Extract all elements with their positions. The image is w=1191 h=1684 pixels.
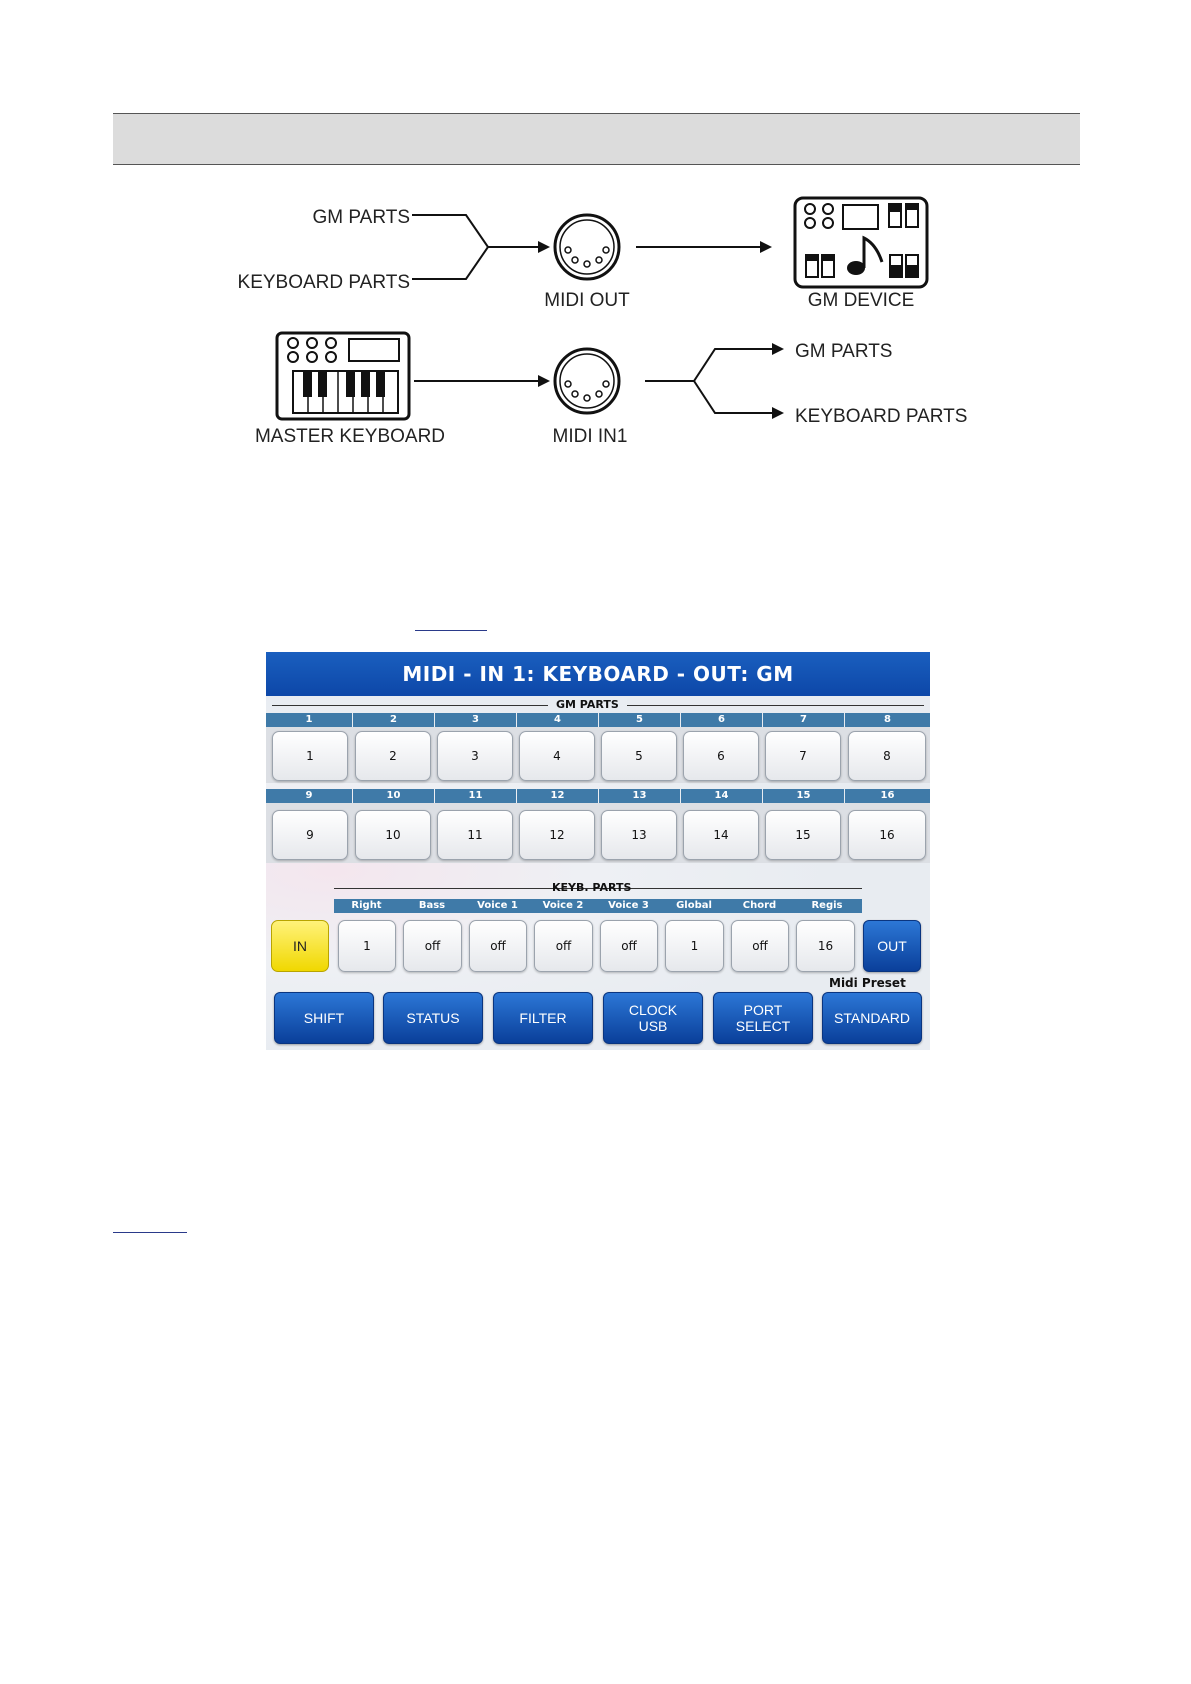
gm-part-button-4[interactable]: 4 <box>519 731 595 781</box>
gm-part-button-11[interactable]: 11 <box>437 810 513 860</box>
keyb-parts-label: KEYB. PARTS <box>552 881 632 894</box>
keyb-part-voice2[interactable]: off <box>534 920 593 972</box>
gm-header-6: 6 <box>681 713 762 727</box>
gm-part-button-1[interactable]: 1 <box>272 731 348 781</box>
link-underline-2 <box>113 1232 187 1233</box>
clock-usb-button[interactable] <box>603 992 703 1044</box>
out-keyboard-parts-label: KEYBOARD PARTS <box>237 272 410 293</box>
gm-header-14: 14 <box>681 789 762 803</box>
gm-header-13: 13 <box>599 789 680 803</box>
port-select-button[interactable] <box>713 992 813 1044</box>
standard-preset-button[interactable]: STANDARD <box>822 992 922 1044</box>
gm-part-button-14[interactable]: 14 <box>683 810 759 860</box>
gm-part-button-13[interactable]: 13 <box>601 810 677 860</box>
gm-header-16: 16 <box>845 789 930 803</box>
out-button[interactable]: OUT <box>863 920 921 972</box>
midi-out-connector-icon <box>555 215 619 279</box>
gm-part-button-12[interactable]: 12 <box>519 810 595 860</box>
gm-header-7: 7 <box>763 713 844 727</box>
gm-part-button-16[interactable]: 16 <box>848 810 926 860</box>
gm-header-4: 4 <box>517 713 598 727</box>
port-select-line-1: PORT <box>743 1002 783 1018</box>
out-merge-lines <box>412 215 488 279</box>
gm-header-3: 3 <box>435 713 516 727</box>
keyb-part-right[interactable]: 1 <box>338 920 396 972</box>
gm-header-9: 9 <box>266 789 352 803</box>
keyb-part-chord[interactable]: off <box>731 920 789 972</box>
gm-header-1: 1 <box>266 713 352 727</box>
master-keyboard-icon <box>277 333 409 419</box>
keyb-header-voice1: Voice 1 <box>465 899 530 913</box>
gm-header-5: 5 <box>599 713 680 727</box>
gm-parts-label: GM PARTS <box>548 698 627 711</box>
gm-part-button-15[interactable]: 15 <box>765 810 841 860</box>
gm-header-8: 8 <box>845 713 930 727</box>
link-underline-1 <box>415 630 487 631</box>
midi-out-label: MIDI OUT <box>544 290 630 311</box>
gm-part-button-7[interactable]: 7 <box>765 731 841 781</box>
gm-part-button-8[interactable]: 8 <box>848 731 926 781</box>
keyb-part-regis[interactable]: 16 <box>796 920 855 972</box>
keyb-header-chord: Chord <box>727 899 792 913</box>
gm-header-2: 2 <box>353 713 434 727</box>
gm-header-10: 10 <box>353 789 434 803</box>
gm-device-label: GM DEVICE <box>807 290 915 311</box>
keyb-header-right: Right <box>334 899 399 913</box>
midi-routing-diagram <box>0 0 1191 470</box>
gm-part-button-6[interactable]: 6 <box>683 731 759 781</box>
gm-header-12: 12 <box>517 789 598 803</box>
gm-device-icon <box>795 198 927 287</box>
in-split-lines-lower <box>694 381 782 413</box>
out-gm-parts-label: GM PARTS <box>312 207 410 228</box>
keyb-header-global: Global <box>661 899 727 913</box>
master-keyboard-label: MASTER KEYBOARD <box>254 426 446 447</box>
in-gm-parts-label: GM PARTS <box>795 341 893 362</box>
midi-in1-connector-icon <box>555 349 619 413</box>
midi-settings-screen <box>266 652 930 1050</box>
gm-header-11: 11 <box>435 789 516 803</box>
midi-preset-label: Midi Preset <box>829 976 906 990</box>
in-split-lines <box>645 349 782 381</box>
keyb-header-voice3: Voice 3 <box>596 899 661 913</box>
in-button[interactable]: IN <box>271 920 329 972</box>
status-button[interactable]: STATUS <box>383 992 483 1044</box>
keyb-part-global[interactable]: 1 <box>665 920 724 972</box>
shift-button[interactable]: SHIFT <box>274 992 374 1044</box>
screen-title: MIDI - IN 1: KEYBOARD - OUT: GM <box>266 652 930 696</box>
clock-usb-line-1: CLOCK <box>628 1002 678 1018</box>
in-keyboard-parts-label: KEYBOARD PARTS <box>795 406 968 427</box>
gm-part-button-9[interactable]: 9 <box>272 810 348 860</box>
keyb-part-voice3[interactable]: off <box>600 920 658 972</box>
clock-usb-line-2: USB <box>638 1018 668 1034</box>
gm-part-button-10[interactable]: 10 <box>355 810 431 860</box>
gm-part-button-5[interactable]: 5 <box>601 731 677 781</box>
gm-part-button-2[interactable]: 2 <box>355 731 431 781</box>
gm-part-button-3[interactable]: 3 <box>437 731 513 781</box>
midi-in1-label: MIDI IN1 <box>552 426 628 447</box>
keyb-header-bass: Bass <box>399 899 465 913</box>
filter-button[interactable]: FILTER <box>493 992 593 1044</box>
keyb-part-voice1[interactable]: off <box>469 920 527 972</box>
gm-header-15: 15 <box>763 789 844 803</box>
keyb-header-regis: Regis <box>792 899 862 913</box>
port-select-line-2: SELECT <box>735 1018 791 1034</box>
keyb-header-voice2: Voice 2 <box>530 899 596 913</box>
keyb-part-bass[interactable]: off <box>403 920 462 972</box>
